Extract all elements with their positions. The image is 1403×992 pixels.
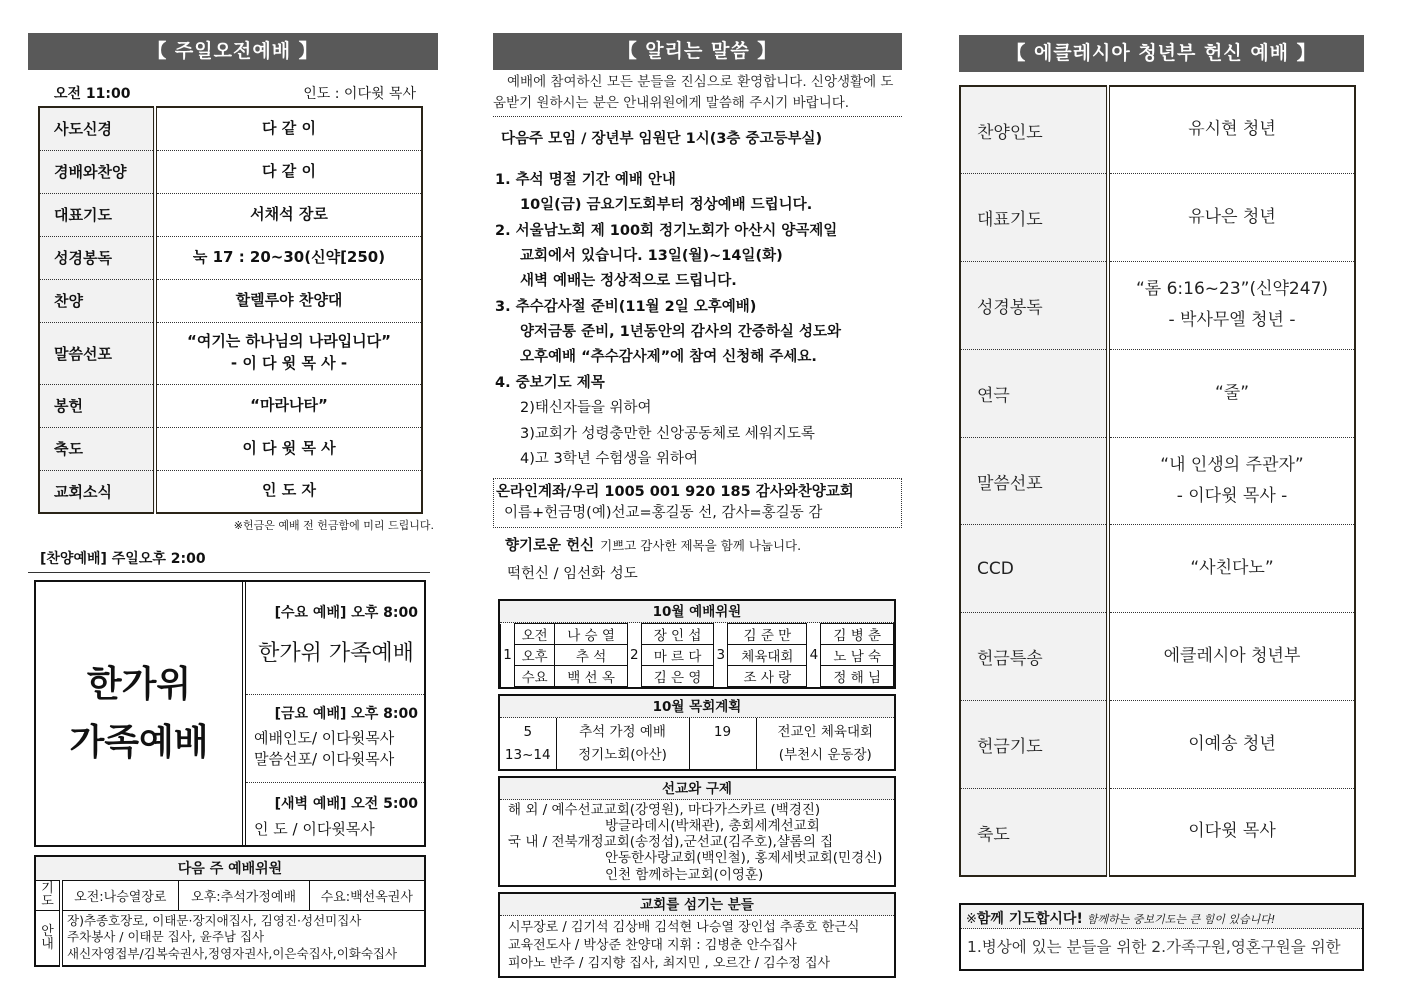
account-instructions: 이름+헌금명(예)선교=홍길동 선, 감사=홍길동 감	[504, 505, 823, 522]
prayer-row	[35, 880, 425, 910]
next-week-title: 다음 주 예배위원	[35, 856, 425, 880]
notice-heading: 1. 추석 명절 기간 예배 안내	[495, 171, 676, 188]
order-row	[960, 349, 1355, 437]
mission-list	[500, 800, 894, 885]
prayer-box-subtitle: 함께하는 중보기도는 큰 힘이 있습니다!	[1086, 913, 1276, 927]
prayer-box-body: 1.병상에 있는 분들을 위한 2.가족구원,영혼구원을 위한	[967, 938, 1341, 957]
order-row	[960, 174, 1355, 262]
server-name: 마 르 다	[641, 645, 714, 666]
sermon-preacher: - 이다윗 목사 -	[1176, 486, 1288, 507]
order-row	[39, 150, 422, 193]
prayer-box-header	[961, 905, 1362, 929]
cake-offering: 떡헌신 / 임선화 성도	[507, 566, 638, 583]
dawn-leader: 인 도 / 이다윗목사	[254, 820, 375, 838]
order-label: 찬양	[39, 279, 155, 322]
mission-line: 인천 함께하는교회(이영훈)	[605, 866, 764, 883]
servant-line: 교육전도사 / 박상준 찬양대 지휘 : 김병춘 안수집사	[508, 938, 797, 954]
order-value: 유시현 청년	[1188, 119, 1276, 140]
plan-date: 5	[523, 724, 533, 741]
prayer-wednesday: 수요:백선옥권사	[309, 880, 425, 910]
order-row	[39, 427, 422, 470]
order-label: 경배와찬양	[39, 150, 155, 193]
order-row	[39, 279, 422, 322]
mission-line: 안동한사랑교회(백인철), 홍제세벗교회(민경신)	[605, 850, 883, 867]
plan-dates	[689, 718, 756, 769]
next-week-servers-table	[34, 855, 426, 967]
guide-label: 안내	[35, 910, 61, 966]
next-meeting: 다음주 모임 / 장년부 임원단 1시(3층 중고등부실)	[501, 130, 823, 147]
server-name: 백 선 옥	[555, 666, 628, 687]
youth-order-table	[959, 85, 1356, 877]
guide-list	[61, 910, 425, 966]
offering-text: 기쁘고 감사한 제목을 함께 나눕니다.	[600, 538, 802, 554]
order-value: 에클레시아 청년부	[1108, 613, 1355, 701]
mission-box	[498, 776, 896, 887]
notice-heading: 3. 추수감사절 준비(11월 2일 오후예배)	[495, 298, 757, 315]
plan-date: 13~14	[504, 746, 551, 763]
server-name: 노 남 숙	[821, 645, 894, 666]
mission-title: 선교와 구제	[500, 778, 894, 800]
order-value: 눅 17 : 20~30(신약[250)	[155, 236, 422, 279]
sermon-title: “여기는 하나님의 나라입니다”	[186, 332, 392, 351]
wednesday-service	[246, 582, 424, 694]
servants-title: 교회를 섬기는 분들	[500, 894, 894, 916]
notice-line: 교회에서 있습니다. 13일(월)~14일(화)	[520, 247, 783, 264]
order-label: 말씀선포	[960, 437, 1108, 525]
sermon-preacher: - 이 다 윗 목 사 -	[230, 354, 348, 372]
order-label: 성경봉독	[960, 262, 1108, 350]
mission-line: 국 내 / 전북개정교회(송정섭),군선교(김주호),샬롬의 집	[508, 834, 834, 851]
order-value: 서채석 장로	[155, 193, 422, 236]
order-label: 축도	[39, 427, 155, 470]
order-label: CCD	[960, 525, 1108, 613]
slot-label: 오전	[515, 624, 555, 645]
welcome-text: 예배에 참여하신 모든 분들을 진심으로 환영합니다. 신앙생활에 도움받기 원하시는 분은 안내위원에게 말씀해 주시기 바랍니다.	[493, 70, 902, 117]
week-number: 3	[714, 624, 728, 687]
mission-line: 방글라데시(박채관), 총회세계선교회	[605, 818, 820, 835]
prayer-label: 기도	[35, 880, 61, 910]
order-value	[155, 322, 422, 384]
server-name: 김 병 춘	[821, 624, 894, 645]
guide-row	[35, 910, 425, 966]
order-row	[39, 470, 422, 513]
guide-line: 장)추종호장로, 이태문·장지애집사, 김영진·성선미집사	[67, 912, 362, 928]
announcements-column	[493, 33, 902, 978]
order-row	[960, 788, 1355, 876]
order-row	[960, 86, 1355, 174]
order-value	[1108, 437, 1355, 525]
plan-event: (부천시 운동장)	[778, 746, 872, 763]
order-value: 다 같 이	[262, 118, 316, 137]
friday-header: [금요 예배] 오후 8:00	[274, 706, 418, 722]
order-label: 대표기도	[960, 174, 1108, 262]
order-row	[960, 701, 1355, 789]
order-label: 축도	[960, 788, 1108, 876]
servants-box	[498, 892, 896, 979]
order-row	[960, 525, 1355, 613]
order-row	[960, 613, 1355, 701]
plan-event: 전교인 체육대회	[777, 724, 874, 741]
october-plan-box	[498, 694, 896, 771]
plan-events	[556, 718, 689, 769]
server-name: 김 은 영	[641, 666, 714, 687]
hangawi-line2: 가족예배	[69, 721, 209, 763]
dawn-service	[246, 782, 424, 845]
morning-service-title: 【 주일오전예배 】	[28, 33, 438, 70]
announcements-title: 【 알리는 말씀 】	[493, 33, 902, 70]
server-name: 조 사 랑	[728, 666, 807, 687]
morning-time: 오전 11:00	[54, 86, 131, 102]
order-label: 말씀선포	[39, 322, 155, 384]
order-label: 찬양인도	[960, 86, 1108, 174]
order-label: 헌금기도	[960, 701, 1108, 789]
weekday-services	[246, 582, 424, 845]
order-row	[39, 322, 422, 384]
hangawi-headline	[36, 582, 246, 845]
notice-line: 양저금통 준비, 1년동안의 감사의 간증하실 성도와	[520, 324, 841, 341]
servants-list	[500, 916, 894, 977]
order-label: 헌금특송	[960, 613, 1108, 701]
server-name: 나 승 열	[555, 624, 628, 645]
hangawi-box	[34, 580, 426, 847]
notice-line: 오후예배 “추수감사제”에 참여 신청해 주세요.	[520, 349, 817, 366]
october-plan-table	[500, 718, 894, 769]
order-value: “줄”	[1108, 349, 1355, 437]
friday-service	[246, 694, 424, 782]
order-label: 연극	[960, 349, 1108, 437]
order-label: 사도신경	[39, 107, 155, 150]
week-number: 2	[627, 624, 641, 687]
october-servers-box	[498, 599, 896, 689]
order-value: “마라나타”	[155, 384, 422, 427]
order-value: 이 다 윗 목 사	[155, 427, 422, 470]
plan-events	[756, 718, 894, 769]
prayer-morning: 오전:나승열장로	[61, 880, 178, 910]
week-number: 1	[501, 624, 515, 687]
order-value: 인 도 자	[155, 470, 422, 513]
october-servers-title: 10월 예배위원	[500, 601, 894, 623]
order-value: “사친다노”	[1108, 525, 1355, 613]
server-name: 체육대회	[728, 645, 807, 666]
wednesday-sub: 한가위 가족예배	[258, 641, 414, 666]
praise-service-title: [찬양예배] 주일오후 2:00	[28, 548, 430, 573]
morning-service-column	[28, 33, 438, 967]
server-name: 김 준 만	[728, 624, 807, 645]
youth-service-title: 【 에클레시아 청년부 헌신 예배 】	[959, 35, 1364, 72]
wednesday-header: [수요 예배] 오후 8:00	[274, 605, 418, 621]
slot-label: 오후	[515, 645, 555, 666]
order-value	[1108, 262, 1355, 350]
server-name: 장 인 섭	[641, 624, 714, 645]
order-label: 교회소식	[39, 470, 155, 513]
scripture-reader: - 박사무엘 청년 -	[1168, 310, 1296, 331]
notice-heading: 2. 서울남노회 제 100회 정기노회가 아산시 양곡제일	[495, 222, 838, 239]
plan-event: 정기노회(아산)	[578, 746, 667, 763]
order-row	[960, 437, 1355, 525]
order-value: 이다윗 목사	[1108, 788, 1355, 876]
servant-line: 피아노 반주 / 김지향 집사, 최지민 , 오르간 / 김수정 집사	[508, 956, 831, 972]
october-plan-title: 10월 목회계획	[500, 696, 894, 718]
friday-preacher: 말씀선포/ 이다윗목사	[254, 750, 395, 768]
servant-line: 시무장로 / 김기석 김상배 김석현 나승열 장인섭 추종호 한근식	[508, 919, 860, 935]
account-number: 온라인계좌/우리 1005 001 920 185 감사와찬양교회	[496, 484, 854, 501]
mission-line: 해 외 / 예수선교교회(강영원), 마다가스카르 (백경진)	[508, 801, 821, 818]
plan-event: 추석 가정 예배	[579, 724, 666, 741]
notice-heading: 4. 중보기도 제목	[495, 374, 605, 391]
order-value: 다 같 이	[155, 150, 422, 193]
server-name: 추 석	[555, 645, 628, 666]
guide-line: 새신자영접부/김복숙권사,정영자권사,이은숙집사,이화숙집사	[67, 946, 398, 962]
notice-line: 2)태신자들을 위하여	[520, 400, 652, 417]
order-value: 할렐루야 찬양대	[155, 279, 422, 322]
friday-leader: 예배인도/ 이다윗목사	[254, 729, 395, 747]
notice-list	[493, 168, 902, 473]
youth-service-column	[959, 35, 1364, 971]
order-value: 유나은 청년	[1108, 174, 1355, 262]
morning-meta	[28, 83, 438, 103]
guide-line: 주차봉사 / 이태문 집사, 윤주남 집사	[67, 929, 265, 945]
order-row	[39, 107, 422, 150]
prayer-box-title: 함께 기도합시다!	[976, 911, 1083, 928]
notice-line: 3)교회가 성령충만한 신앙공동체로 세워지도록	[520, 425, 815, 442]
scripture: “롬 6:16~23”(신약247)	[1135, 279, 1329, 300]
notice-line: 10일(금) 금요기도회부터 정상예배 드립니다.	[520, 197, 813, 214]
order-row	[39, 236, 422, 279]
plan-date: 19	[713, 724, 732, 741]
prayer-afternoon: 오후:추석가정예배	[178, 880, 309, 910]
october-servers-table	[500, 623, 894, 687]
order-row	[960, 262, 1355, 350]
server-name: 정 해 님	[821, 666, 894, 687]
dawn-header: [새벽 예배] 오전 5:00	[274, 796, 418, 812]
order-value: 이예송 청년	[1108, 701, 1355, 789]
online-account-box	[493, 478, 902, 528]
order-row	[39, 193, 422, 236]
order-label: 성경봉독	[39, 236, 155, 279]
morning-order-table	[38, 106, 423, 514]
week-number: 4	[807, 624, 821, 687]
order-row	[39, 384, 422, 427]
plan-dates	[500, 718, 556, 769]
slot-label: 수요	[515, 666, 555, 687]
notice-line: 새벽 예배는 정상적으로 드립니다.	[520, 273, 737, 290]
reference-mark-icon: ※	[966, 912, 977, 928]
offering-section	[493, 534, 902, 555]
offering-note: ※헌금은 예배 전 헌금함에 미리 드립니다.	[233, 519, 434, 532]
prayer-box	[959, 903, 1364, 971]
notice-line: 4)고 3학년 수험생을 위하여	[520, 450, 699, 467]
sermon-title: “내 인생의 주관자”	[1160, 454, 1304, 475]
offering-title: 향기로운 헌신	[505, 538, 595, 555]
order-label: 봉헌	[39, 384, 155, 427]
hangawi-line1: 한가위	[86, 663, 192, 705]
order-label: 대표기도	[39, 193, 155, 236]
morning-leader: 인도 : 이다윗 목사	[303, 86, 416, 102]
